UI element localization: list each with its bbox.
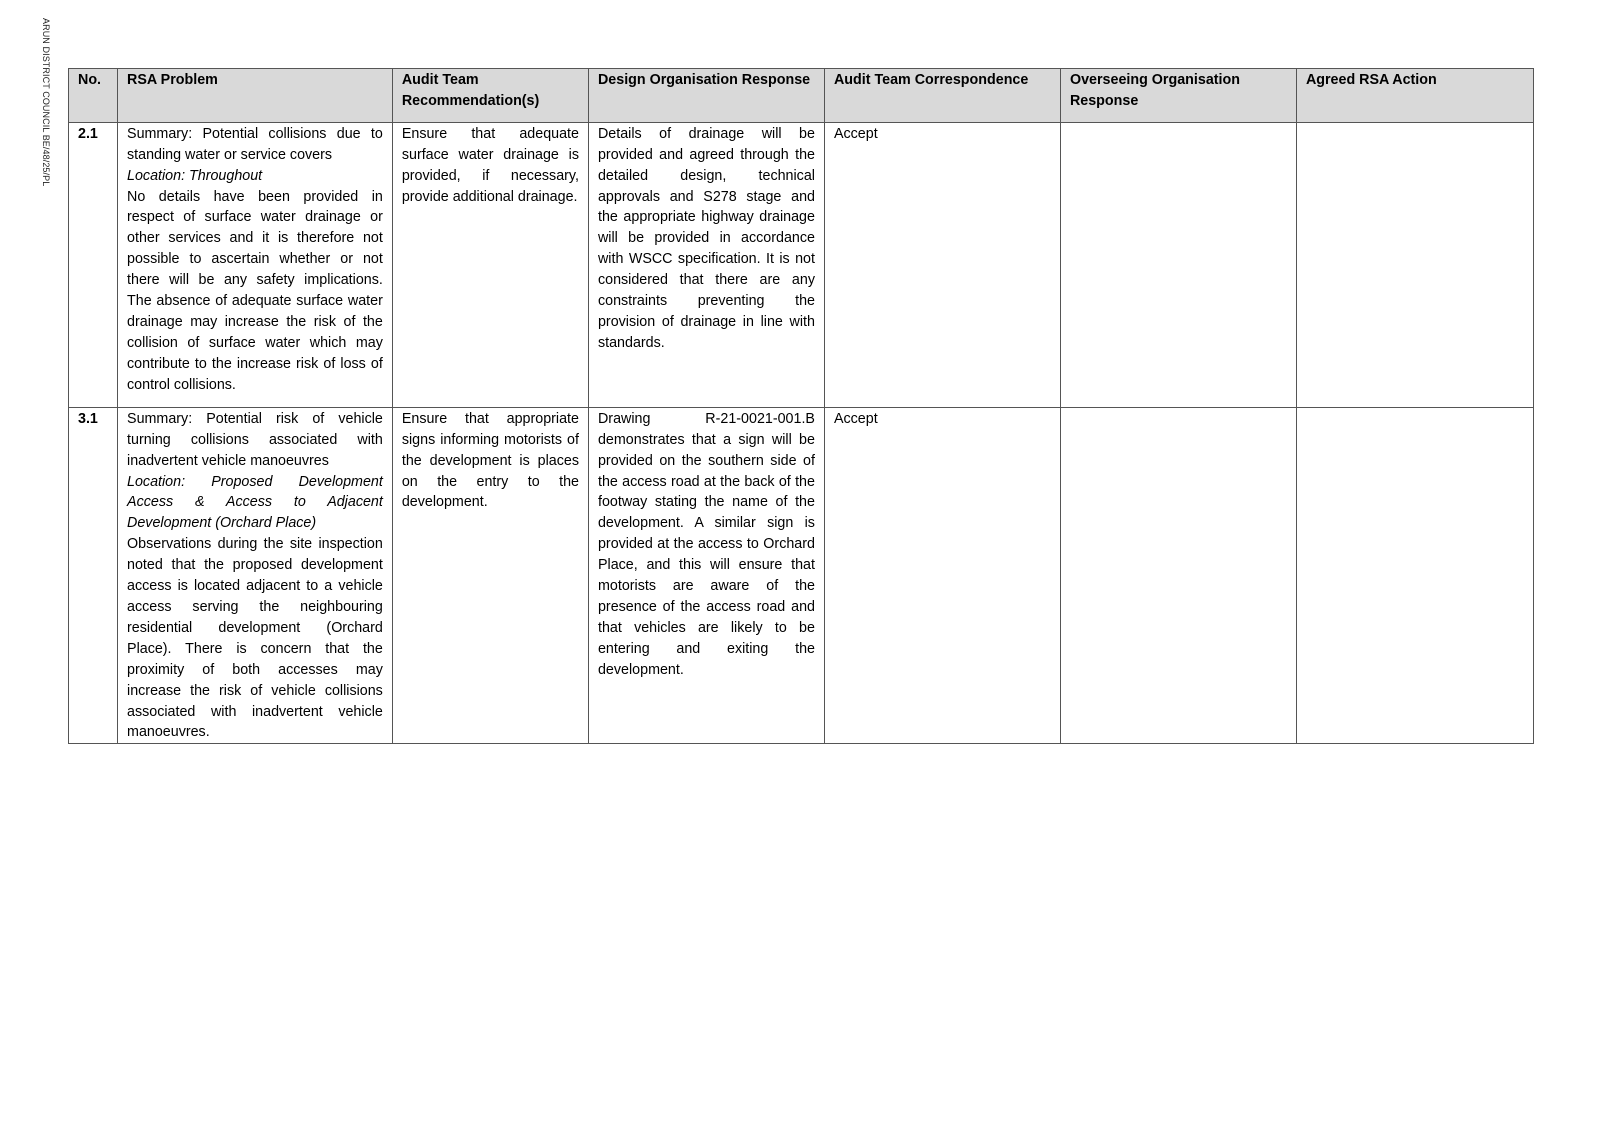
rsa-table (68, 68, 1534, 744)
header-row (69, 69, 1534, 123)
table-body (69, 122, 1534, 744)
problem-details: Observations during the site inspection noted that the proposed development access is located adjacent to a vehicle access serving the neighbouring residential development (Orchard Place). There is concern that the proximity of both accesses may increase the risk of vehicle collisions associated with inadvertent vehicle manoeuvres. (127, 536, 383, 741)
row-number: 3.1 (69, 407, 118, 744)
problem-details: No details have been provided in respect of surface water drainage or other services and it is therefore not possible to ascertain whether or not there will be any safety implications. The absence of adequate surface water drainage may increase the risk of the collision of surface water which may contribute to the increase risk of loss of control collisions. (127, 188, 383, 393)
problem-location: Location: Throughout (127, 167, 263, 184)
header-agreed-action: Agreed RSA Action (1296, 69, 1533, 123)
agreed-action-cell (1296, 407, 1533, 744)
header-overseeing-response: Overseeing Organisation Response (1060, 69, 1296, 123)
overseeing-response-cell (1060, 122, 1296, 407)
design-response-cell: Details of drainage will be provided and agreed through the detailed design, technical approvals and S278 stage and the appropriate highway drainage will be provided in accordance with WSCC specification. It is not considered that there are any constraints preventing the provision of drainage in line with standards. (588, 122, 824, 407)
header-no: No. (69, 69, 118, 123)
header-rsa-problem: RSA Problem (118, 69, 393, 123)
agreed-action-cell (1296, 122, 1533, 407)
recommendation-cell: Ensure that adequate surface water drainage is provided, if necessary, provide additional drainage. (392, 122, 588, 407)
problem-summary: Summary: Potential collisions due to standing water or service covers (127, 125, 383, 163)
table-row (69, 407, 1534, 744)
rsa-problem-cell (118, 122, 393, 407)
header-audit-recommendation: Audit Team Recommendation(s) (392, 69, 588, 123)
problem-summary: Summary: Potential risk of vehicle turning collisions associated with inadvertent vehicle manoeuvres (127, 410, 383, 469)
audit-correspondence-cell: Accept (824, 122, 1060, 407)
table-header (69, 69, 1534, 123)
design-response-cell: Drawing R-21-0021-001.B demonstrates that a sign will be provided on the southern side of the access road at the back of the footway stating the name of the development. A similar sign is provided at the access to Orchard Place, and this will ensure that motorists are aware of the presence of the access road and that vehicles are likely to be entering and exiting the development. (588, 407, 824, 744)
problem-location: Location: Proposed Development Access & Access to Adjacent Development (Orchard Place) (127, 473, 383, 532)
header-audit-correspondence: Audit Team Correspondence (824, 69, 1060, 123)
document-reference-label: ARUN DISTRICT COUNCIL BE/48/25/PL (41, 18, 51, 187)
recommendation-cell: Ensure that appropriate signs informing motorists of the development is places on the entry to the development. (392, 407, 588, 744)
row-number: 2.1 (69, 122, 118, 407)
audit-correspondence-cell: Accept (824, 407, 1060, 744)
overseeing-response-cell (1060, 407, 1296, 744)
table-row (69, 122, 1534, 407)
rsa-problem-cell (118, 407, 393, 744)
header-design-response: Design Organisation Response (588, 69, 824, 123)
